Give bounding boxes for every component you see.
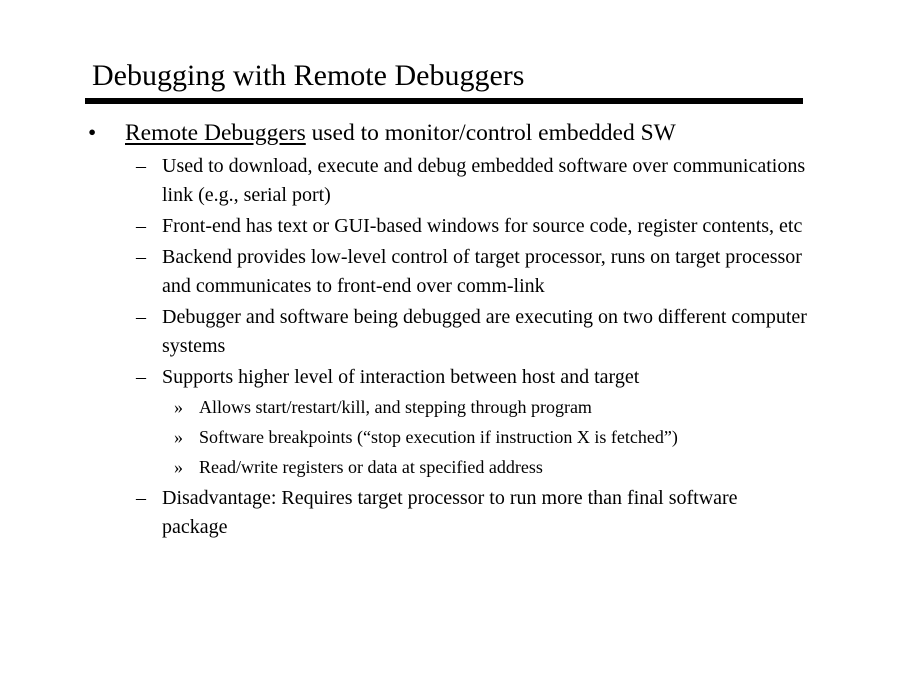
- dash-marker: –: [136, 366, 146, 388]
- chevron-marker: »: [174, 457, 183, 477]
- sub-sub-bullet-text: Allows start/restart/kill, and stepping through program: [199, 397, 592, 417]
- sub-bullet-text: Debugger and software being debugged are executing on two different computer systems: [162, 306, 807, 357]
- dash-marker: –: [136, 155, 146, 177]
- sub-sub-bullet-start-restart: [88, 394, 808, 421]
- sub-bullet-download: [88, 152, 808, 210]
- main-bullet: [88, 118, 808, 148]
- bullet-marker: •: [88, 120, 97, 146]
- sub-bullet-text: Supports higher level of interaction between host and target: [162, 366, 640, 388]
- title-underline-rule: [85, 98, 803, 104]
- sub-sub-bullet-read-write: [88, 454, 808, 481]
- dash-marker: –: [136, 487, 146, 509]
- sub-sub-bullet-text: Software breakpoints (“stop execution if instruction X is fetched”): [199, 427, 678, 447]
- dash-marker: –: [136, 246, 146, 268]
- chevron-marker: »: [174, 427, 183, 447]
- sub-sub-bullet-breakpoints: [88, 424, 808, 451]
- sub-sub-bullet-text: Read/write registers or data at specified address: [199, 457, 543, 477]
- sub-bullet-text: Used to download, execute and debug embedded software over communications link (e.g., serial port): [162, 155, 806, 206]
- sub-bullet-backend: [88, 243, 808, 301]
- sub-bullet-text: Backend provides low-level control of target processor, runs on target processor and communicates to front-end over comm-link: [162, 246, 802, 297]
- sub-bullet-text: Disadvantage: Requires target processor to run more than final software package: [162, 487, 738, 538]
- sub-bullet-text: Front-end has text or GUI-based windows for source code, register contents, etc: [162, 215, 803, 237]
- dash-marker: –: [136, 306, 146, 328]
- sub-bullet-front-end: [88, 212, 808, 241]
- sub-bullet-disadvantage: [88, 484, 808, 542]
- main-bullet-underlined-term: Remote Debuggers: [125, 120, 306, 146]
- dash-marker: –: [136, 215, 146, 237]
- main-bullet-text: used to monitor/control embedded SW: [305, 120, 676, 146]
- sub-bullet-two-systems: [88, 303, 808, 361]
- sub-bullet-interaction: [88, 363, 808, 392]
- slide-content: [88, 118, 808, 544]
- slide-title: Debugging with Remote Debuggers: [92, 59, 525, 92]
- chevron-marker: »: [174, 397, 183, 417]
